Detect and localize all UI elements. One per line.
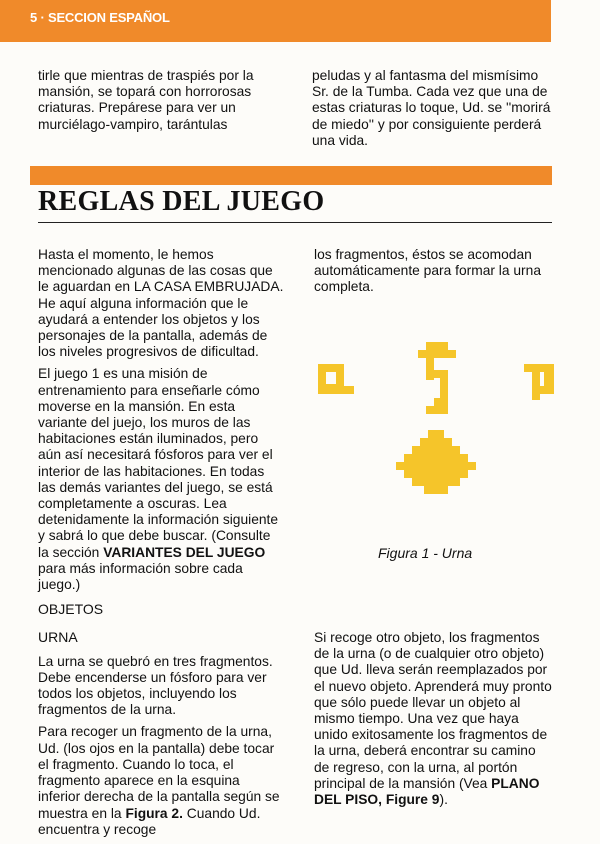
title-underline bbox=[38, 222, 552, 223]
paragraph-urna: La urna se quebró en tres fragmentos. Debe encenderse un fósforo para ver todos los objetos, incluyendo los fragmentos de la urna. bbox=[38, 653, 273, 718]
urn-body bbox=[396, 430, 476, 494]
right-column-top bbox=[314, 247, 554, 302]
left-column bbox=[38, 247, 284, 844]
intro-right-column bbox=[312, 68, 552, 155]
section-label: 5 · SECCION ESPAÑOL bbox=[30, 10, 170, 25]
intro-right-text: peludas y al fantasma del mismísimo Sr. de la Tumba. Cada vez que una de estas criaturas lo toque, Ud. se ''morirá de miedo'' y por consiguiente perderá una vida. bbox=[312, 68, 551, 148]
section-header-bar bbox=[0, 0, 551, 42]
heading-objetos: OBJETOS bbox=[38, 601, 104, 618]
section-divider-band bbox=[30, 166, 552, 185]
paragraph-intro: Hasta el momento, le hemos mencionado algunas de las cosas que le aguardan en LA CASA EMBRUJADA. He aquí alguna información que le ayudará a entender los objetos y los personajes de la pantalla, además de los niveles progresivos de dificultad. bbox=[38, 247, 284, 360]
paragraph-otro-objeto: Si recoge otro objeto, los fragmentos de la urna (o de cualquier otro objeto) que Ud. lleva serán reemplazados por el nuevo objeto. Aprenderá muy pronto que sólo puede llevar un objeto al mismo tiempo. Una vez que haya unido exitosamente los fragmentos de la urna, deberá encontrar su camino de regreso, con la urna, al portón principal de la mansión (Vea PLANO DEL PISO, Figure 9). bbox=[314, 630, 552, 808]
paragraph-recoger: Para recoger un fragmento de la urna, Ud. (los ojos en la pantalla) debe tocar el fragmento. Cuando lo toca, el fragmento aparece en la esquina inferior derecha de la pantalla según se muestra en la Figura 2. Cuando Ud. encuentra y recoge bbox=[38, 724, 280, 837]
figure-caption: Figura 1 - Urna bbox=[378, 545, 473, 561]
intro-left-text: tirle que mientras de traspiés por la mansión, se topará con horrorosas criaturas. Prepárese para ver un murciélago-vampiro, tarántulas bbox=[38, 68, 254, 132]
paragraph-juego-1: El juego 1 es una misión de entrenamiento para enseñarle cómo moverse en la mansión. En esta variante del juejo, los muros de las habitaciones están iluminados, pero aún así necesitará fósforos para ver el interior de las habitaciones. En todas las demás variantes del juego, se está completamente a oscuras. Lea detenidamente la información siguiente y sabrá lo que debe buscar. (Consulte la sección VARIANTES DEL JUEGO para más información sobre cada juego.) bbox=[38, 366, 279, 593]
right-column-bottom bbox=[314, 630, 554, 814]
urn-fragment-left bbox=[318, 364, 354, 394]
paragraph-fragmentos: los fragmentos, éstos se acomodan automáticamente para formar la urna completa. bbox=[314, 247, 541, 295]
heading-urna: URNA bbox=[38, 629, 78, 646]
urn-fragment-top bbox=[418, 342, 456, 414]
urn-figure bbox=[300, 336, 570, 496]
intro-left-column bbox=[38, 68, 288, 139]
page-title: REGLAS DEL JUEGO bbox=[38, 186, 325, 217]
urn-fragment-right bbox=[524, 364, 554, 400]
